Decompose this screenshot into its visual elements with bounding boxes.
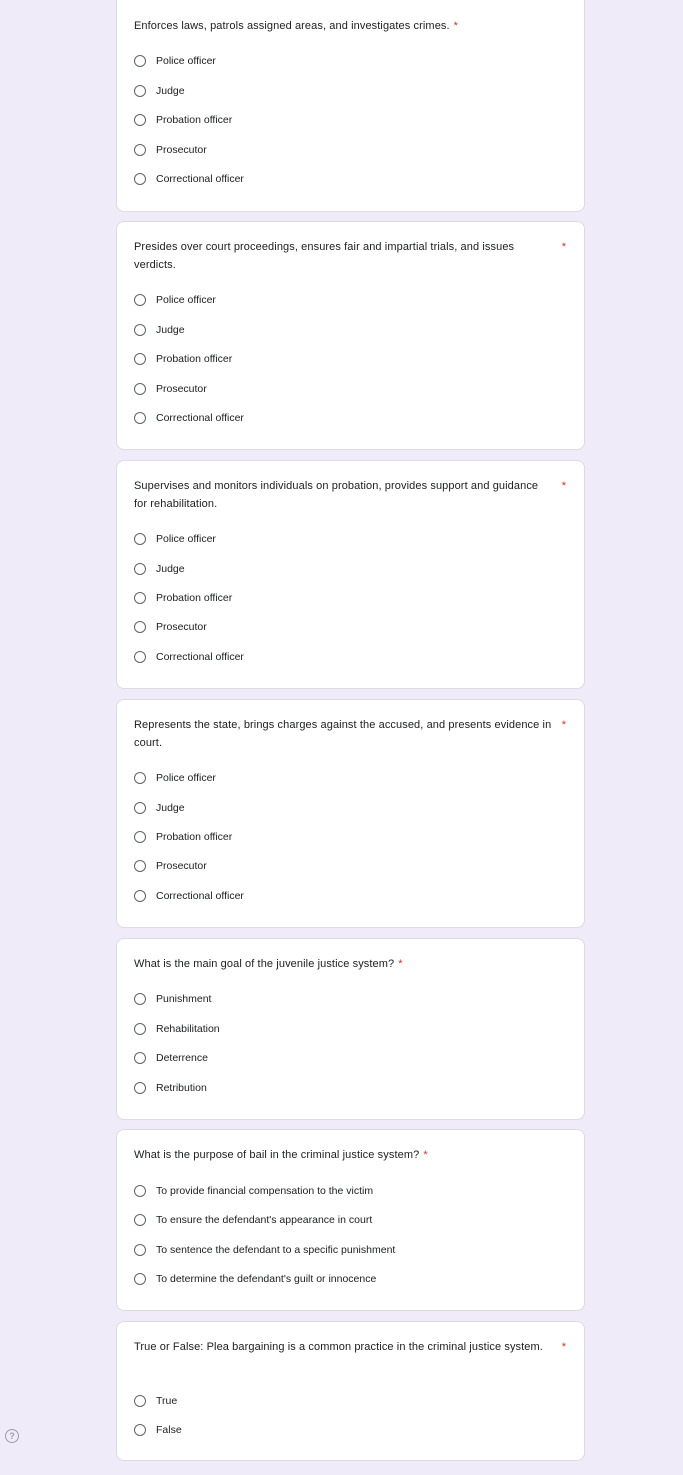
radio-button-icon[interactable]: [134, 651, 146, 663]
radio-button-icon[interactable]: [134, 1023, 146, 1035]
radio-option[interactable]: [134, 1210, 372, 1230]
required-asterisk: *: [398, 958, 403, 970]
option-label: Correctional officer: [156, 651, 244, 663]
radio-button-icon[interactable]: [134, 563, 146, 575]
question-card: [116, 699, 585, 928]
option-label: Probation officer: [156, 592, 233, 604]
radio-option[interactable]: [134, 856, 207, 876]
required-asterisk: *: [561, 480, 566, 492]
question-card: [116, 460, 585, 689]
option-label: Prosecutor: [156, 621, 207, 633]
question-card: [116, 1321, 585, 1461]
radio-button-icon[interactable]: [134, 1273, 146, 1285]
radio-button-icon[interactable]: [134, 772, 146, 784]
radio-option[interactable]: [134, 169, 244, 189]
option-label: Judge: [156, 85, 185, 97]
question-card: [116, 938, 585, 1120]
option-label: Prosecutor: [156, 383, 207, 395]
radio-option[interactable]: [134, 827, 232, 847]
question-title: [134, 18, 554, 36]
option-label: Prosecutor: [156, 144, 207, 156]
radio-option[interactable]: [134, 1048, 208, 1068]
radio-option[interactable]: [134, 1269, 376, 1289]
option-label: To sentence the defendant to a specific punishment: [156, 1244, 396, 1256]
question-text: Enforces laws, patrols assigned areas, and investigates crimes.: [134, 20, 450, 32]
option-label: Correctional officer: [156, 890, 244, 902]
radio-option[interactable]: [134, 989, 211, 1009]
radio-button-icon[interactable]: [134, 85, 146, 97]
radio-button-icon[interactable]: [134, 1185, 146, 1197]
required-asterisk: *: [561, 241, 566, 253]
option-label: To provide financial compensation to the victim: [156, 1185, 374, 1197]
radio-option[interactable]: [134, 1181, 373, 1201]
radio-button-icon[interactable]: [134, 890, 146, 902]
radio-button-icon[interactable]: [134, 1244, 146, 1256]
radio-button-icon[interactable]: [134, 1214, 146, 1226]
option-label: Correctional officer: [156, 173, 244, 185]
question-card: [116, 221, 585, 450]
required-asterisk: *: [453, 20, 459, 32]
question-text: Represents the state, brings charges against the accused, and presents evidence in court.: [134, 719, 552, 749]
radio-option[interactable]: [134, 51, 216, 71]
radio-button-icon[interactable]: [134, 114, 146, 126]
radio-option[interactable]: [134, 408, 244, 428]
radio-button-icon[interactable]: [134, 353, 146, 365]
radio-button-icon[interactable]: [134, 324, 146, 336]
option-label: Probation officer: [156, 353, 233, 365]
option-label: Police officer: [156, 55, 216, 67]
radio-option[interactable]: [134, 768, 216, 788]
radio-button-icon[interactable]: [134, 173, 146, 185]
option-label: To ensure the defendant's appearance in court: [156, 1214, 373, 1226]
option-label: Prosecutor: [156, 860, 207, 872]
radio-button-icon[interactable]: [134, 1424, 146, 1436]
radio-option[interactable]: [134, 1240, 395, 1260]
radio-button-icon[interactable]: [134, 1082, 146, 1094]
option-label: True: [156, 1395, 178, 1407]
radio-option[interactable]: [134, 1078, 207, 1098]
question-title: [134, 956, 554, 974]
radio-button-icon[interactable]: [134, 1052, 146, 1064]
required-asterisk: *: [561, 1341, 566, 1353]
radio-button-icon[interactable]: [134, 412, 146, 424]
question-text: What is the main goal of the juvenile justice system?: [134, 958, 395, 970]
option-label: Police officer: [156, 294, 216, 306]
option-label: Judge: [156, 802, 185, 814]
question-text: Supervises and monitors individuals on probation, provides support and guidance for rehabilitation.: [134, 480, 539, 510]
radio-option[interactable]: [134, 798, 185, 818]
option-label: Judge: [156, 324, 185, 336]
question-text: True or False: Plea bargaining is a common practice in the criminal justice system.: [134, 1341, 543, 1353]
required-asterisk: *: [561, 719, 566, 731]
radio-button-icon[interactable]: [134, 55, 146, 67]
radio-option[interactable]: [134, 110, 232, 130]
radio-button-icon[interactable]: [134, 1395, 146, 1407]
option-label: To determine the defendant's guilt or innocence: [156, 1273, 377, 1285]
option-label: False: [156, 1424, 182, 1436]
option-label: Police officer: [156, 533, 216, 545]
option-label: Probation officer: [156, 831, 233, 843]
question-card: [116, 0, 585, 212]
option-label: Probation officer: [156, 114, 233, 126]
question-card: [116, 1129, 585, 1311]
radio-option[interactable]: [134, 290, 216, 310]
radio-option[interactable]: [134, 1019, 220, 1039]
radio-button-icon[interactable]: [134, 592, 146, 604]
radio-button-icon[interactable]: [134, 831, 146, 843]
radio-option[interactable]: [134, 81, 185, 101]
option-label: Deterrence: [156, 1052, 208, 1064]
radio-button-icon[interactable]: [134, 802, 146, 814]
radio-option[interactable]: [134, 1420, 182, 1440]
radio-button-icon[interactable]: [134, 993, 146, 1005]
option-label: Retribution: [156, 1082, 207, 1094]
radio-button-icon[interactable]: [134, 294, 146, 306]
radio-option[interactable]: [134, 349, 232, 369]
option-label: Rehabilitation: [156, 1023, 220, 1035]
radio-option[interactable]: [134, 617, 207, 637]
radio-button-icon[interactable]: [134, 144, 146, 156]
radio-button-icon[interactable]: [134, 860, 146, 872]
radio-button-icon[interactable]: [134, 383, 146, 395]
option-label: Judge: [156, 563, 185, 575]
option-label: Correctional officer: [156, 412, 244, 424]
radio-option[interactable]: [134, 529, 216, 549]
radio-button-icon[interactable]: [134, 533, 146, 545]
radio-option[interactable]: [134, 559, 185, 579]
question-title: [134, 1147, 554, 1165]
option-label: Punishment: [156, 993, 212, 1005]
radio-option[interactable]: [134, 588, 232, 608]
radio-option[interactable]: [134, 886, 244, 906]
radio-option[interactable]: [134, 647, 244, 667]
question-text: What is the purpose of bail in the criminal justice system?: [134, 1149, 420, 1161]
required-asterisk: *: [423, 1149, 428, 1161]
question-text: Presides over court proceedings, ensures fair and impartial trials, and issues verdicts.: [134, 241, 515, 271]
radio-option[interactable]: [134, 1391, 177, 1411]
radio-button-icon[interactable]: [134, 621, 146, 633]
help-icon[interactable]: ?: [5, 1429, 19, 1443]
radio-option[interactable]: [134, 379, 207, 399]
radio-option[interactable]: [134, 320, 185, 340]
radio-option[interactable]: [134, 140, 207, 160]
option-label: Police officer: [156, 772, 216, 784]
